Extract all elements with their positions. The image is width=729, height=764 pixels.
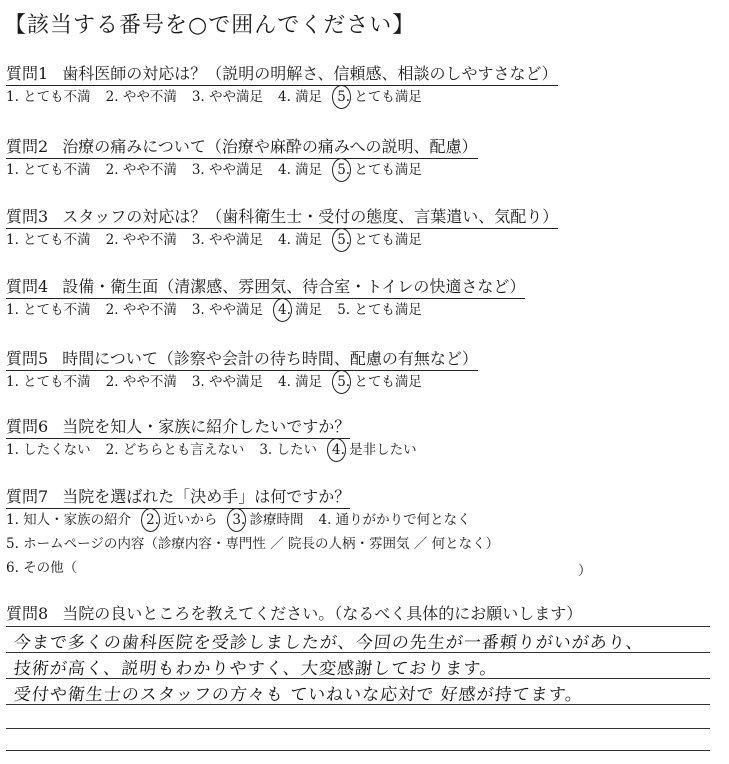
answer-option-selected[interactable]: 5. とても満足 (337, 162, 422, 178)
question-text: 当院を選ばれた「決め手」は何ですか？ (62, 487, 351, 506)
answer-options (6, 301, 437, 319)
answer-option-selected[interactable]: 5. とても満足 (337, 89, 422, 105)
question-number: 質問7 (6, 487, 49, 506)
other-option-close-paren: ） (578, 563, 592, 579)
question-header (6, 207, 558, 229)
question-text: 当院を知人・家族に紹介したいですか？ (62, 417, 351, 436)
answer-option[interactable]: 1. とても不満 (6, 374, 91, 390)
question-header (6, 64, 558, 86)
question-text: 歯科医師の対応は？（説明の明解さ、信頼感、相談のしやすさなど） (62, 64, 558, 83)
answer-option[interactable]: 3. やや満足 (191, 302, 264, 318)
answer-rule (6, 728, 710, 729)
answer-option[interactable]: 3. したい (259, 442, 318, 458)
answer-option[interactable]: 2. やや不満 (105, 302, 177, 318)
answer-options (6, 161, 437, 179)
answer-options (6, 88, 437, 106)
answer-option[interactable]: 1. とても不満 (6, 232, 91, 248)
answer-option-selected[interactable]: 3. 診療時間 (232, 512, 304, 528)
answer-option[interactable]: 1. とても不満 (6, 89, 91, 105)
answer-option-selected[interactable]: 5. とても満足 (337, 232, 422, 248)
question-header (6, 137, 478, 159)
answer-option[interactable]: 1. したくない (6, 442, 91, 458)
question-header (6, 487, 350, 509)
question-header (6, 349, 478, 371)
answer-option[interactable]: 3. やや満足 (191, 162, 264, 178)
answer-options (6, 373, 437, 391)
answer-option[interactable]: 2. どちらとも言えない (105, 442, 245, 458)
question-number: 質問5 (6, 349, 49, 368)
answer-rule (6, 678, 710, 679)
answer-option[interactable]: 1. とても不満 (6, 162, 91, 178)
handwritten-answer-line: 受付や衛生士のスタッフの方々も ていねいな応対で 好感が持てます。 (12, 685, 585, 705)
answer-option[interactable]: 4. 通りがかりで何となく (318, 512, 471, 528)
question-number: 質問3 (6, 207, 49, 226)
answer-options-line[interactable]: 5. ホームページの内容（診療内容・専門性 ／ 院長の人柄・雰囲気 ／ 何となく） (6, 536, 500, 552)
answer-options (6, 511, 486, 529)
form-title: 【該当する番号を○で囲んでください】 (4, 13, 416, 38)
answer-options (6, 231, 437, 249)
handwritten-answer-line: 今まで多くの歯科医院を受診しましたが、今回の先生が一番頼りがいがあり、 (12, 633, 645, 653)
question-number: 質問1 (6, 64, 49, 83)
answer-option[interactable]: 3. やや満足 (191, 89, 264, 105)
answer-rule (6, 704, 710, 705)
answer-option[interactable]: 2. やや不満 (105, 89, 177, 105)
answer-option[interactable]: 2. やや不満 (105, 232, 177, 248)
question-text: 当院の良いところを教えてください。（なるべく具体的にお願いします） (62, 604, 583, 623)
question-number: 質問6 (6, 417, 49, 436)
answer-option[interactable]: 5. とても満足 (337, 302, 422, 318)
answer-options (6, 441, 432, 459)
answer-option[interactable]: 1. とても不満 (6, 302, 91, 318)
answer-option[interactable]: 4. 満足 (278, 232, 323, 248)
answer-option[interactable]: 4. 満足 (278, 89, 323, 105)
question-text: 時間について（診察や会計の待ち時間、配慮の有無など） (62, 349, 478, 368)
answer-rule (6, 626, 710, 627)
answer-option[interactable]: 1. 知人・家族の紹介 (6, 512, 132, 528)
answer-rule (6, 652, 710, 653)
answer-option[interactable]: 3. やや満足 (191, 232, 264, 248)
answer-option[interactable]: 4. 満足 (278, 162, 323, 178)
answer-option[interactable]: 3. やや満足 (191, 374, 264, 390)
answer-rule (6, 750, 710, 751)
answer-option-selected[interactable]: 5. とても満足 (337, 374, 422, 390)
answer-option-selected[interactable]: 4. 是非したい (332, 442, 417, 458)
question-header (6, 277, 525, 299)
question-number: 質問2 (6, 137, 49, 156)
question-number: 質問4 (6, 277, 49, 296)
answer-option-selected[interactable]: 4. 満足 (278, 302, 323, 318)
answer-option-selected[interactable]: 2. 近いから (146, 512, 218, 528)
answer-option[interactable]: 4. 満足 (278, 374, 323, 390)
other-option[interactable]: 6. その他（ (6, 560, 78, 576)
question-text: 設備・衛生面（清潔感、雰囲気、待合室・トイレの快適さなど） (62, 277, 526, 296)
handwritten-answer-line: 技術が高く、説明もわかりやすく、大変感謝しております。 (12, 659, 499, 679)
question-text: スタッフの対応は？（歯科衛生士・受付の態度、言葉遣い、気配り） (62, 207, 559, 226)
question-text: 治療の痛みについて（治療や麻酔の痛みへの説明、配慮） (62, 137, 478, 156)
question-number: 質問8 (6, 604, 49, 623)
question-header (6, 417, 350, 439)
answer-option[interactable]: 2. やや不満 (105, 162, 177, 178)
answer-option[interactable]: 2. やや不満 (105, 374, 177, 390)
question-header (6, 604, 582, 625)
